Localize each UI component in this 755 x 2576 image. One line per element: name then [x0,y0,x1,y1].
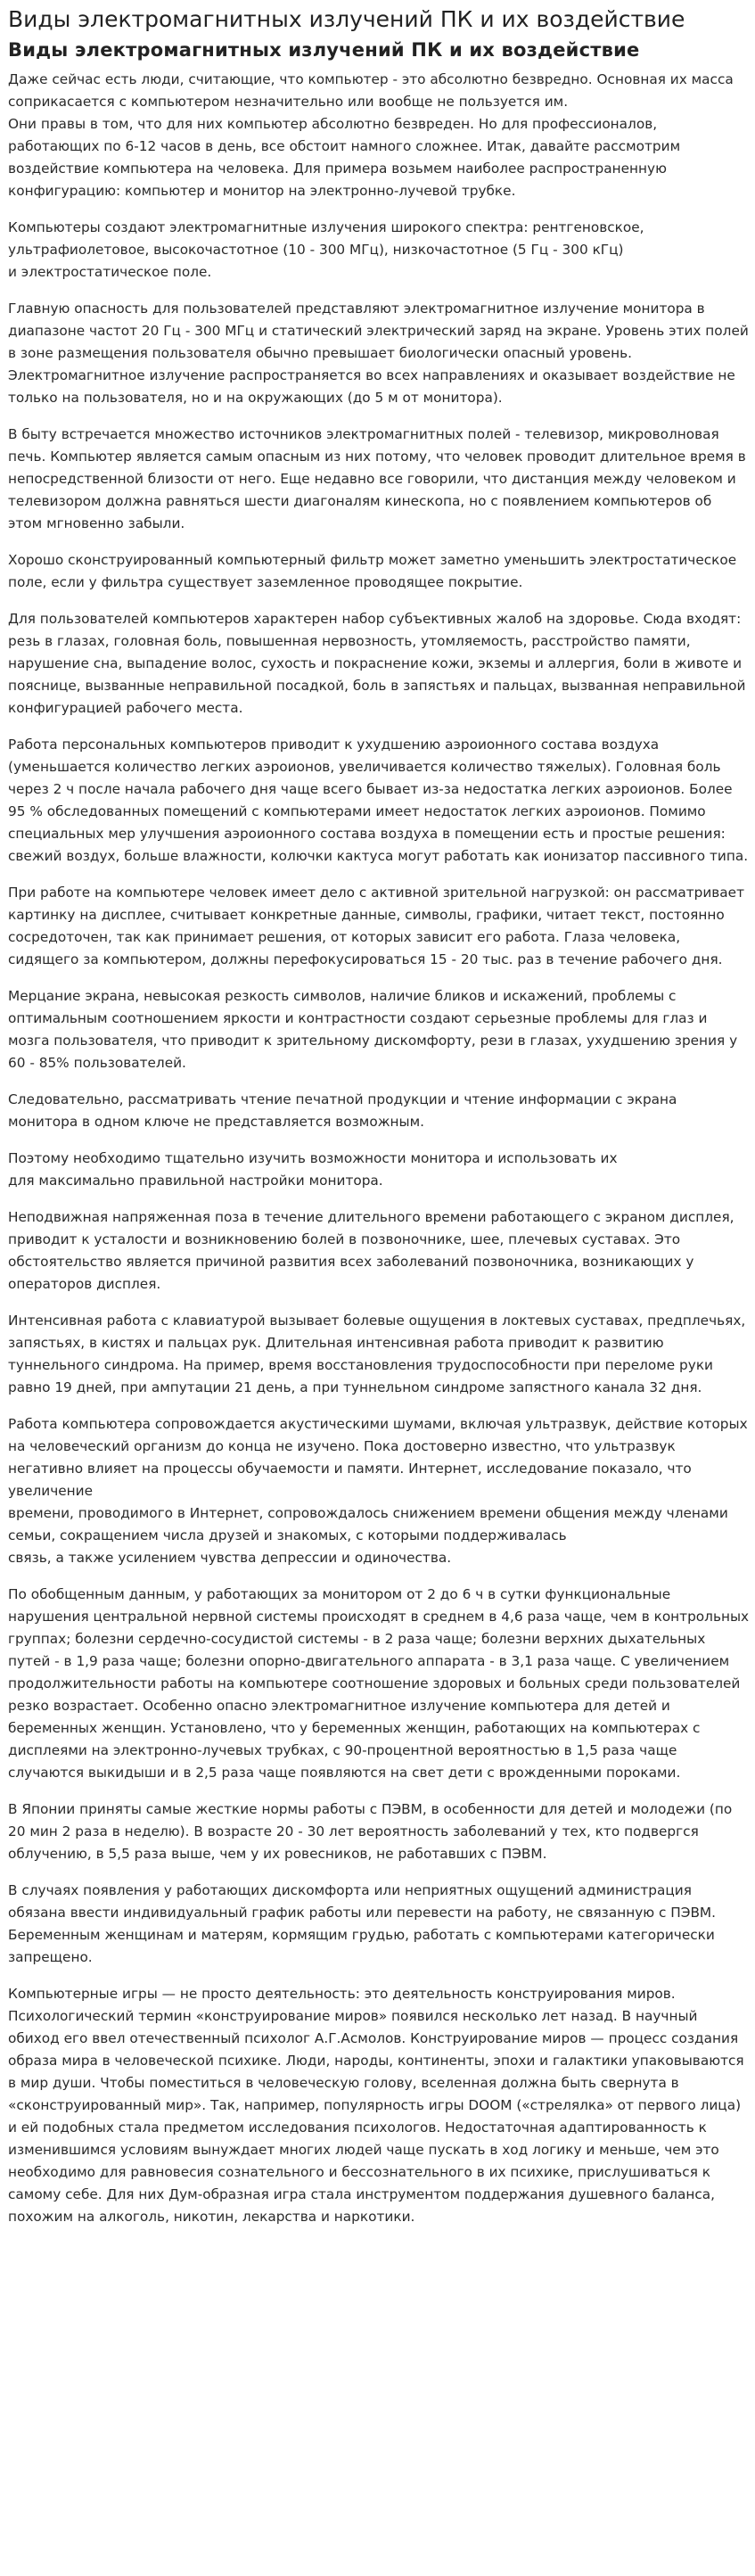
paragraph-16: По обобщенным данным, у работающих за монитором от 2 до 6 ч в сутки функциональные нарушения центральной нервной системы происходят в среднем в 4,6 раза чаще, чем в контрольных группах; болезни сердечно-сосудистой системы - в 2 раза чаще; болезни верхних дыхательных путей - в 1,9 раза чаще; болезни опорно-двигательного аппарата - в 3,1 раза чаще. С увеличением продолжительности работы на компьютере соотношение здоровых и больных среди пользователей резко возрастает. Особенно опасно электромагнитное излучение компьютера для детей и беременных женщин. Установлено, что у беременных женщин, работающих на компьютерах с дисплеями на электронно-лучевых трубках, с 90-процентной вероятностью в 1,5 раза чаще случаются выкидыши и в 2,5 раза чаще появляются на свет дети с врожденными пороками. [8,1586,750,1781]
paragraph-3: Компьютеры создают электромагнитные излучения широкого спектра: рентгеновское, ультрафиолетовое, высокочастотное (10 - 300 МГц), низкочастотное (5 Гц - 300 кГц) и электростатическое поле. [8,219,644,280]
paragraph-7: Для пользователей компьютеров характерен набор субъективных жалоб на здоровье. Сюда входят: резь в глазах, головная боль, повышенная нервозность, утомляемость, расстройство памяти, нарушение сна, выпадение волос, сухость и покраснение кожи, экземы и аллергия, боли в животе и пояснице, вызванные неправильной посадкой, боль в запястьях и пальцах, вызванная неправильной конфигурацией рабочего места. [8,611,746,716]
paragraph-8: Работа персональных компьютеров приводит к ухудшению аэроионного состава воздуха (уменьшается количество легких аэроионов, увеличивается количество тяжелых). Головная боль через 2 ч после начала рабочего дня чаще всего бывает из-за недостатка легких аэроионов. Более 95 % обследованных помещений с компьютерами имеет недостаток легких аэроионов. Помимо специальных мер улучшения аэроионного состава воздуха в помещении есть и простые решения: свежий воздух, больше влажности, колючки кактуса могут работать как ионизатор пассивного типа. [8,737,749,864]
paragraph-11: Следовательно, рассматривать чтение печатной продукции и чтение информации с экрана монитора в одном ключе не представляется возможным. [8,1091,677,1130]
paragraph-18: В случаях появления у работающих дискомфорта или неприятных ощущений администрация обязана ввести индивидуальный график работы или перевести на работу, не связанную с ПЭВМ. Беременным женщинам и матерям, кормящим грудью, работать с компьютерами категорически запрещено. [8,1882,716,1965]
paragraph-6: Хорошо сконструированный компьютерный фильтр может заметно уменьшить электростатическое поле, если у фильтра существует заземленное проводящее покрытие. [8,552,737,590]
article-title: Виды электромагнитных излучений ПК и их воздействие [8,39,640,61]
paragraph-15: Работа компьютера сопровождается акустическими шумами, включая ультразвук, действие которых на человеческий организм до конца не изучено. Пока достоверно известно, что ультразвук негативно влияет на процессы обучаемости и памяти. Интернет, исследование показало, что увеличение времени, проводимого в Интернет, сопровождалось снижением времени общения между членами семьи, сокращением числа друзей и знакомых, с которыми поддерживалась связь, а также усилением чувства депрессии и одиночества. [8,1416,748,1566]
paragraph-19: Компьютерные игры — не просто деятельность: это деятельность конструирования миров. Психологический термин «конструирование миров» появился несколько лет назад. В научный обиход его ввел отечественный психолог А.Г.Асмолов. Конструирование миров — процесс создания образа мира в человеческой психике. Люди, народы, континенты, эпохи и галактики упаковываются в мир души. Чтобы поместиться в человеческую голову, вселенная должна быть свернута в «сконструированный мир». Так, например, популярность игры DOOM («стрелялка» от первого лица) и ей подобных стала предметом исследования психологов. Недостаточная адаптированность к изменившимся условиям вынуждает многих людей чаще пускать в ход логику и меньше, чем это необходимо для равновесия сознательного и бессознательного в их психике, прислушиваться к самому себе. Для них Дум-образная игра стала инструментом поддержания душевного баланса, похожим на алкоголь, никотин, лекарства и наркотики. [8,1986,744,2225]
page-title: Виды электромагнитных излучений ПК и их воздействие [8,6,685,32]
paragraph-17: В Японии приняты самые жесткие нормы работы с ПЭВМ, в особенности для детей и молодежи (по 20 мин 2 раза в неделю). В возрасте 20 - 30 лет вероятность заболеваний у тех, кто подвергся облучению, в 5,5 раза выше, чем у их ровесников, не работавших с ПЭВМ. [8,1801,733,1862]
paragraph-14: Интенсивная работа с клавиатурой вызывает болевые ощущения в локтевых суставах, предплечьях, запястьях, в кистях и пальцах рук. Длительная интенсивная работа приводит к развитию туннельного синдрома. На пример, время восстановления трудоспособности при переломе руки равно 19 дней, при ампутации 21 день, а при туннельном синдроме запястного канала 32 дня. [8,1313,746,1395]
article-body [8,69,750,2228]
paragraph-4: Главную опасность для пользователей представляют электромагнитное излучение монитора в диапазоне частот 20 Гц - 300 МГц и статический электрический заряд на экране. Уровень этих полей в зоне размещения пользователя обычно превышает биологически опасный уровень. Электромагнитное излучение распространяется во всех направлениях и оказывает воздействие не только на пользователя, но и на окружающих (до 5 м от монитора). [8,300,749,406]
paragraph-12: Поэтому необходимо тщательно изучить возможности монитора и использовать их для максимально правильной настройки монитора. [8,1150,618,1189]
paragraph-13: Неподвижная напряженная поза в течение длительного времени работающего с экраном дисплея, приводит к усталости и возникновению болей в позвоночнике, шее, плечевых суставах. Это обстоятельство является причиной развития всех заболеваний позвоночника, возникающих у операторов дисплея. [8,1209,734,1292]
paragraph-10: Мерцание экрана, невысокая резкость символов, наличие бликов и искажений, проблемы с оптимальным соотношением яркости и контрастности создают серьезные проблемы для глаз и мозга пользователя, что приводит к зрительному дискомфорту, рези в глазах, ухудшению зрения у 60 - 85% пользователей. [8,988,738,1071]
paragraph-1: Даже сейчас есть люди, считающие, что компьютер - это абсолютно безвредно. Основная их масса соприкасается с компьютером незначительно или вообще не пользуется им. [8,71,734,110]
paragraph-5: В быту встречается множество источников электромагнитных полей - телевизор, микроволновая печь. Компьютер является самым опасным из них потому, что человек проводит длительное время в непосредственной близости от него. Еще недавно все говорили, что дистанция между человеком и телевизором должна равняться шести диагоналям кинескопа, но с появлением компьютеров об этом мгновенно забыли. [8,426,746,531]
paragraph-9: При работе на компьютере человек имеет дело с активной зрительной нагрузкой: он рассматривает картинку на дисплее, считывает конкретные данные, символы, графики, читает текст, постоянно сосредоточен, так как принимает решения, от которых зависит его работа. Глаза человека, сидящего за компьютером, должны перефокусироваться 15 - 20 тыс. раз в течение рабочего дня. [8,885,744,967]
paragraph-2: Они правы в том, что для них компьютер абсолютно безвреден. Но для профессионалов, работающих по 6-12 часов в день, все обстоит намного сложнее. Итак, давайте рассмотрим воздействие компьютера на человека. Для примера возьмем наиболее распространенную конфигурацию: компьютер и монитор на электронно-лучевой трубке. [8,116,681,199]
